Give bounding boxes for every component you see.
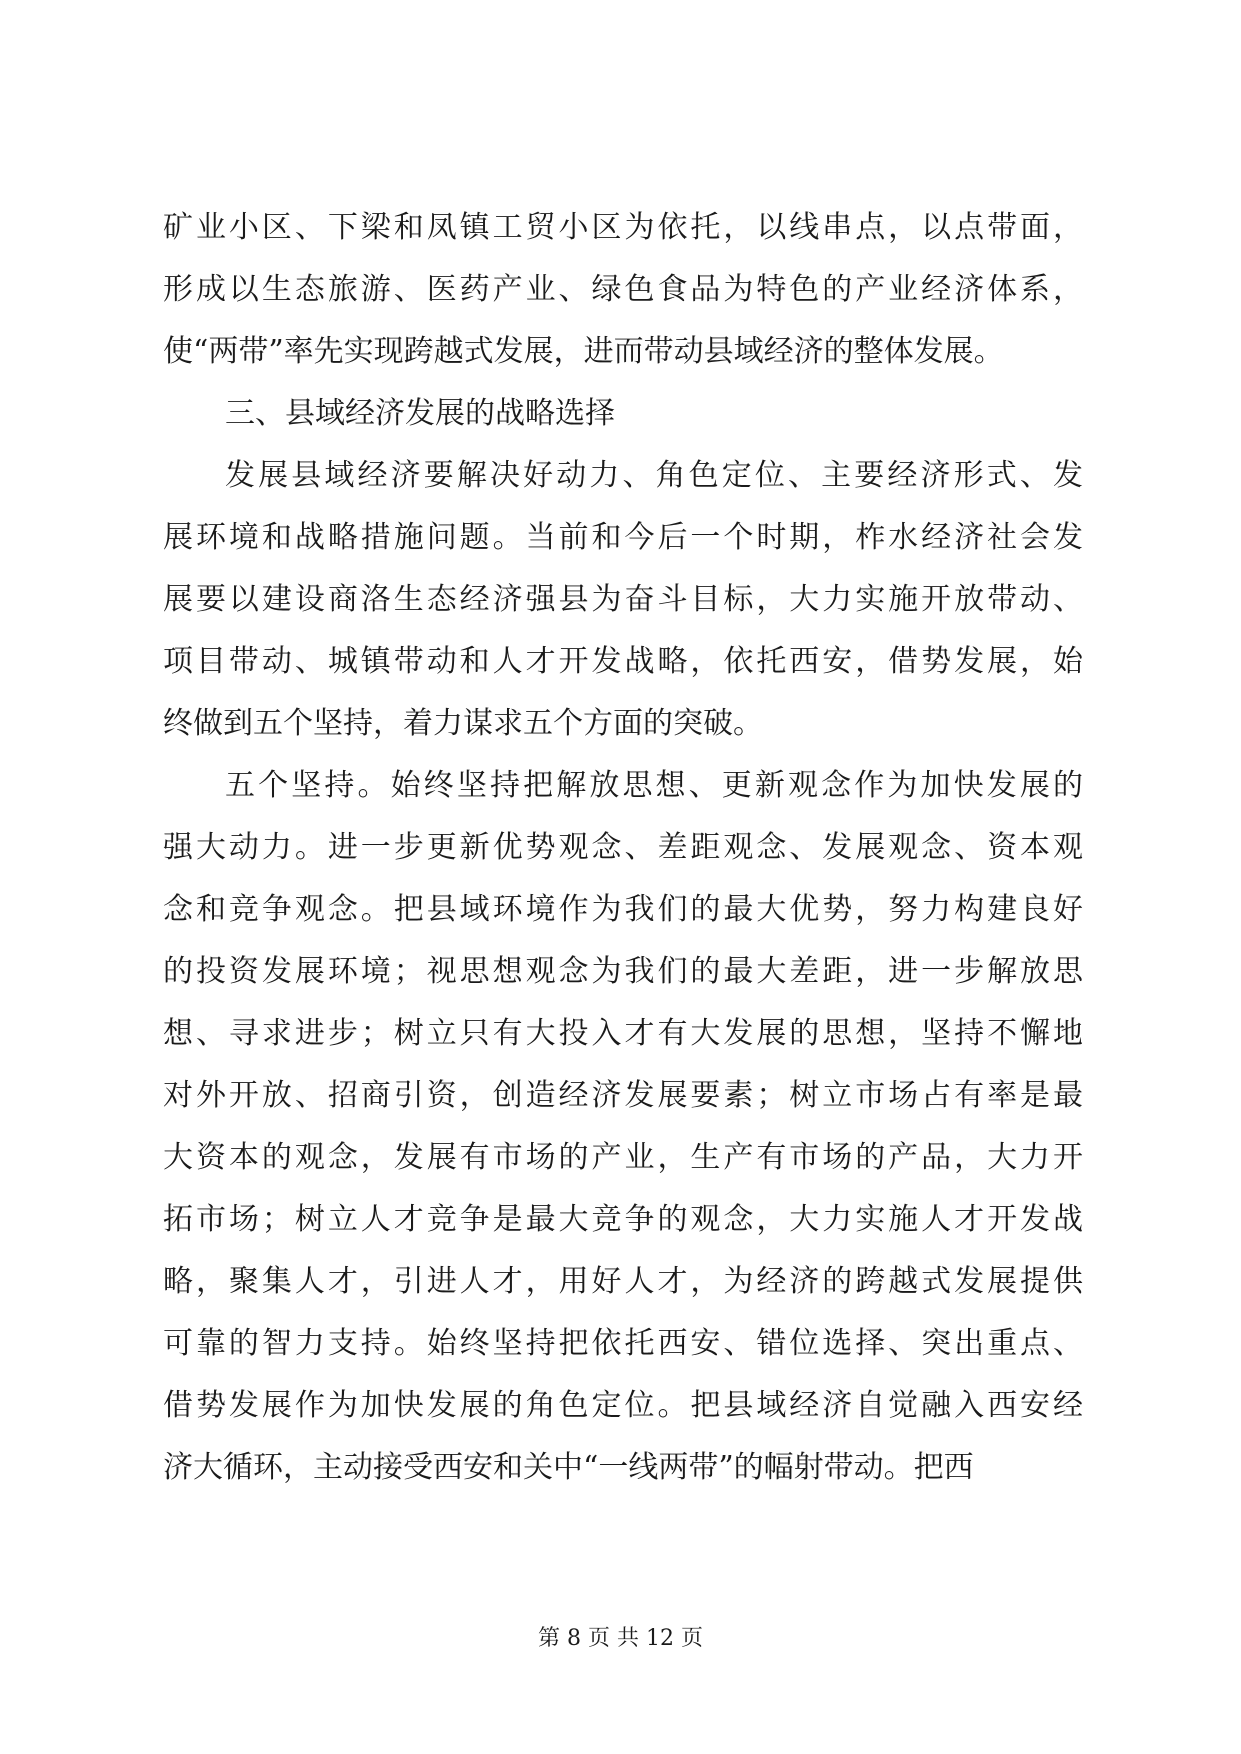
text-line: 项目带动、城镇带动和人才开发战略，依托西安，借势发展，始 bbox=[163, 644, 1083, 679]
text-line: 念和竞争观念。把县域环境作为我们的最大优势，努力构建良好 bbox=[163, 892, 1083, 927]
text-line: 济大循环，主动接受西安和关中“一线两带”的幅射带动。把西 bbox=[163, 1450, 974, 1485]
text-line: 的投资发展环境；视思想观念为我们的最大差距，进一步解放思 bbox=[163, 954, 1083, 989]
text-line: 形成以生态旅游、医药产业、绿色食品为特色的产业经济体系， bbox=[163, 272, 1083, 307]
paragraph-five-principles bbox=[163, 755, 1083, 1499]
text-line: 五个坚持。始终坚持把解放思想、更新观念作为加快发展的 bbox=[225, 768, 1083, 803]
text-line: 拓市场；树立人才竞争是最大竞争的观念，大力实施人才开发战 bbox=[163, 1202, 1083, 1237]
document-body bbox=[163, 197, 1083, 1499]
text-line: 借势发展作为加快发展的角色定位。把县域经济自觉融入西安经 bbox=[163, 1388, 1083, 1423]
text-line: 终做到五个坚持，着力谋求五个方面的突破。 bbox=[163, 706, 763, 741]
text-line: 强大动力。进一步更新优势观念、差距观念、发展观念、资本观 bbox=[163, 830, 1083, 865]
text-line: 略，聚集人才，引进人才，用好人才，为经济的跨越式发展提供 bbox=[163, 1264, 1083, 1299]
text-line: 可靠的智力支持。始终坚持把依托西安、错位选择、突出重点、 bbox=[163, 1326, 1083, 1361]
text-line: 展要以建设商洛生态经济强县为奋斗目标，大力实施开放带动、 bbox=[163, 582, 1083, 617]
text-line: 大资本的观念，发展有市场的产业，生产有市场的产品，大力开 bbox=[163, 1140, 1083, 1175]
section-heading bbox=[163, 383, 1083, 445]
text-line: 矿业小区、下梁和凤镇工贸小区为依托，以线串点，以点带面， bbox=[163, 210, 1083, 245]
text-line: 想、寻求进步；树立只有大投入才有大发展的思想，坚持不懈地 bbox=[163, 1016, 1083, 1051]
text-line: 发展县域经济要解决好动力、角色定位、主要经济形式、发 bbox=[225, 458, 1083, 493]
paragraph-strategy bbox=[163, 445, 1083, 755]
text-line: 三、县域经济发展的战略选择 bbox=[225, 396, 615, 431]
page-number-footer: 第 8 页 共 12 页 bbox=[538, 1626, 703, 1651]
text-line: 对外开放、招商引资，创造经济发展要素；树立市场占有率是最 bbox=[163, 1078, 1083, 1113]
text-line: 使“两带”率先实现跨越式发展，进而带动县域经济的整体发展。 bbox=[163, 334, 1004, 369]
text-line: 展环境和战略措施问题。当前和今后一个时期，柞水经济社会发 bbox=[163, 520, 1083, 555]
paragraph-continuation bbox=[163, 197, 1083, 383]
